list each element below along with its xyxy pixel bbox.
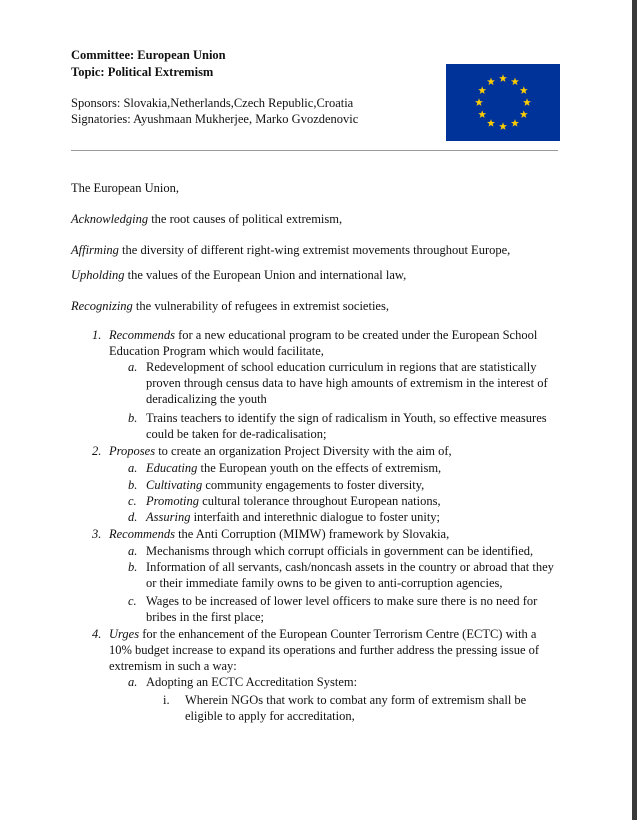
subclause-text: community engagements to foster diversity,: [202, 478, 425, 492]
clause-line: [109, 626, 536, 642]
subclause-line: proven through census data to have high amounts of extremism in the interest of: [146, 376, 548, 390]
subclause-letter: a.: [128, 461, 138, 475]
clause-verb: Recognizing: [71, 299, 133, 313]
clause-number: 3.: [92, 527, 102, 541]
subclause-line: Wages to be increased of lower level officers to make sure there is no need for: [146, 594, 538, 608]
sponsors-line: Sponsors: Slovakia,Netherlands,Czech Republic,Croatia: [71, 96, 354, 110]
subclause-line: Adopting an ECTC Accreditation System:: [146, 675, 358, 689]
subclause-verb: Assuring: [146, 510, 191, 524]
preamble-clause: [71, 298, 389, 314]
subclause-letter: a.: [128, 360, 138, 374]
clause-verb: Recommends: [109, 527, 175, 541]
clause-line: extremism in such a way:: [109, 659, 237, 673]
subclause-text: the European youth on the effects of extremism,: [197, 461, 442, 475]
page-edge: [632, 0, 637, 820]
flag-star-icon: [523, 98, 531, 106]
subclause-line: deradicalizing the youth: [146, 392, 267, 406]
flag-star-icon: [499, 74, 507, 82]
clause-verb: Proposes: [109, 444, 156, 458]
clause-text: the root causes of political extremism,: [148, 212, 343, 226]
subclause-letter: d.: [128, 510, 138, 524]
clause-line: [109, 443, 452, 459]
clause-text: the values of the European Union and international law,: [124, 268, 407, 282]
sub-subclause-line: eligible to apply for accreditation,: [185, 709, 355, 723]
subclause-text: interfaith and interethnic dialogue to foster unity;: [190, 510, 441, 524]
clause-line: 10% budget increase to expand its operations and further address the pressing issue of: [109, 643, 540, 657]
committee-line: Committee: European Union: [71, 48, 226, 62]
subclause-line: [146, 477, 424, 493]
header-divider: [71, 150, 558, 151]
clause-text: the Anti Corruption (MIMW) framework by Slovakia,: [174, 527, 450, 541]
subclause-verb: Educating: [146, 461, 198, 475]
flag-star-icon: [478, 86, 486, 94]
subclause-line: [146, 509, 440, 525]
sub-subclause-line: Wherein NGOs that work to combat any form of extremism shall be: [185, 693, 527, 707]
subclause-letter: b.: [128, 478, 138, 492]
clause-line: [109, 526, 449, 542]
subclause-line: [146, 493, 441, 509]
clause-line: Education Program which would facilitate,: [109, 344, 324, 358]
subclause-line: [146, 460, 441, 476]
subclause-letter: b.: [128, 411, 138, 425]
flag-star-icon: [487, 119, 495, 127]
flag-star-icon: [511, 78, 519, 86]
subclause-verb: Cultivating: [146, 478, 203, 492]
preamble-clause: [71, 267, 406, 283]
subclause-letter: c.: [128, 494, 137, 508]
signatories-line: Signatories: Ayushmaan Mukherjee, Marko Gvozdenovic: [71, 112, 359, 126]
sub-subclause-number: i.: [163, 693, 170, 707]
subclause-letter: a.: [128, 544, 138, 558]
subclause-line: Trains teachers to identify the sign of radicalism in Youth, so effective measures: [146, 411, 547, 425]
flag-star-icon: [478, 110, 486, 118]
preamble-clause: [71, 242, 510, 258]
flag-star-icon: [511, 119, 519, 127]
clause-number: 4.: [92, 627, 102, 641]
flag-star-icon: [520, 110, 528, 118]
clause-number: 1.: [92, 328, 102, 342]
clause-number: 2.: [92, 444, 102, 458]
subclause-line: Redevelopment of school education curriculum in regions that are statistically: [146, 360, 537, 374]
subclause-letter: b.: [128, 560, 138, 574]
flag-star-icon: [487, 78, 495, 86]
clause-verb: Recommends: [109, 328, 175, 342]
subclause-line: or their immediate family owns to be given to anti-corruption agencies,: [146, 576, 503, 590]
clause-verb: Upholding: [71, 268, 125, 282]
flag-star-icon: [520, 86, 528, 94]
flag-star-icon: [475, 98, 483, 106]
subclause-letter: a.: [128, 675, 138, 689]
subclause-line: Information of all servants, cash/noncash assets in the country or abroad that they: [146, 560, 554, 574]
clause-text: for a new educational program to be created under the European School: [174, 328, 538, 342]
subclause-line: bribes in the first place;: [146, 610, 265, 624]
subclause-line: could be taken for de-radicalisation;: [146, 427, 327, 441]
clause-verb: Urges: [109, 627, 140, 641]
clause-text: for the enhancement of the European Counter Terrorism Centre (ECTC) with a: [139, 627, 537, 641]
subclause-letter: c.: [128, 594, 137, 608]
clause-text: the vulnerability of refugees in extremist societies,: [132, 299, 389, 313]
clause-text: to create an organization Project Diversity with the aim of,: [155, 444, 452, 458]
flag-star-icon: [499, 122, 507, 130]
preamble-opening: The European Union,: [71, 181, 179, 195]
subclause-text: cultural tolerance throughout European nations,: [199, 494, 441, 508]
clause-line: [109, 327, 537, 343]
eu-flag-stars-icon: [446, 64, 560, 141]
subclause-verb: Promoting: [146, 494, 200, 508]
topic-line: Topic: Political Extremism: [71, 65, 214, 79]
eu-flag-image: [446, 64, 560, 141]
clause-verb: Affirming: [71, 243, 119, 257]
clause-text: the diversity of different right-wing extremist movements throughout Europe,: [118, 243, 511, 257]
preamble-clause: [71, 211, 342, 227]
subclause-line: Mechanisms through which corrupt officials in government can be identified,: [146, 544, 534, 558]
clause-verb: Acknowledging: [71, 212, 149, 226]
